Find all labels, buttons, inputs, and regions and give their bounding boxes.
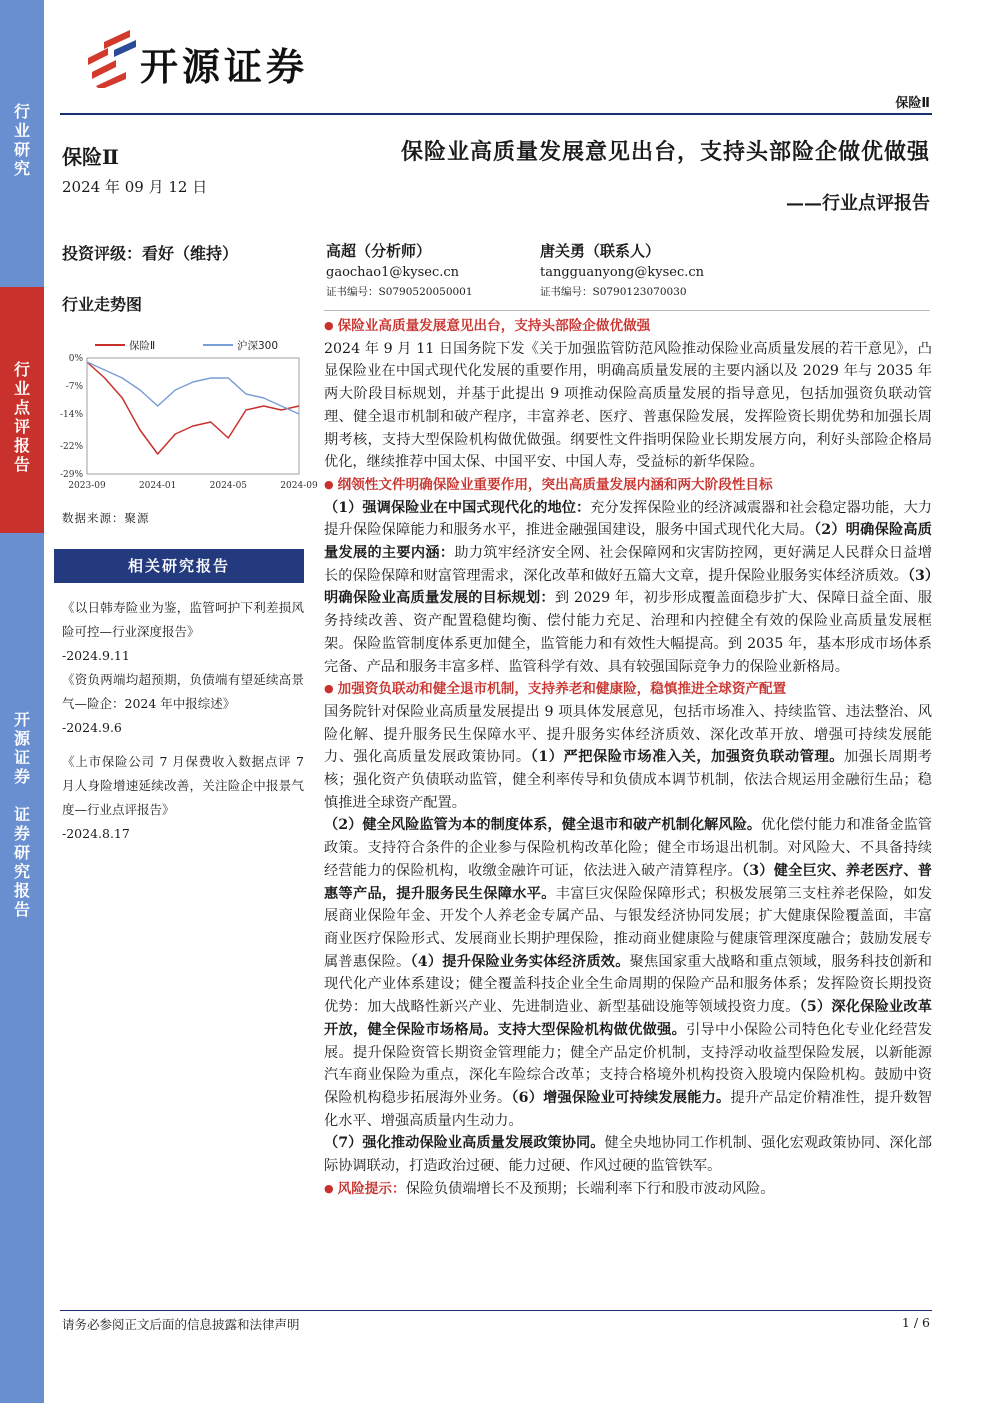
- y-tick-label: 0%: [68, 354, 83, 364]
- brand-name: 开源证券: [140, 45, 309, 89]
- related-report-3[interactable]: [62, 750, 304, 846]
- analyst-cert: 证书编号：S0790520050001: [326, 286, 473, 298]
- trend-chart-title: 行业走势图: [62, 295, 143, 314]
- chart-frame: [87, 358, 299, 474]
- data-source: 数据来源：聚源: [62, 511, 150, 525]
- side-stripe: [0, 0, 44, 1403]
- bold-lead: （7）强化推动保险业高质量发展政策协同。: [324, 1135, 605, 1152]
- bold-lead: （3）明确保险业高质量发展的目标规划：: [324, 567, 932, 607]
- text: 提升产品定价精准性，提升数智化水平、增强高质量内生动力。: [324, 1089, 932, 1129]
- report-subtitle: ——行业点评报告: [786, 193, 930, 214]
- paragraph-4: [324, 814, 932, 1132]
- analyst-email[interactable]: gaochao1@kysec.cn: [326, 265, 460, 280]
- footer-disclaimer: 请务必参阅正文后面的信息披露和法律声明: [62, 1317, 300, 1332]
- text: 加强长周期考核；强化资产负债联动监管，健全利率传导和负债成本调节机制，依法合规运用金融衍生品；稳慎推进全球资产配置。: [324, 749, 932, 811]
- risk-text: 保险负债端增长不及预期；长端利率下行和股市波动风险。: [405, 1180, 775, 1197]
- paragraph-1: 2024 年 9 月 11 日国务院下发《关于加强监管防范风险推动保险业高质量发展的若干意见》，凸显保险业在中国式现代化发展的重要作用，明确高质量发展的主要内涵以及 2029 年与 2035 年两大阶段目标规划，并基于此提出 9 项推动保险高质量发展的指导意见，包括加强资负联动管理、健全退市机制和破产程序，丰富养老、医疗、普惠保险发展，发挥险资长期优势和加强长周期考核，支持大型保险机构做优做强。纲要性文件指明保险业长期发展方向，利好头部险企格局优化，继续推荐中国太保、中国平安、中国人寿，受益标的新华保险。: [324, 340, 932, 471]
- sector-name: 保险Ⅱ: [62, 145, 119, 169]
- x-tick-label: 2024-01: [138, 481, 177, 491]
- bold-lead: （6）增强保险业可持续发展能力。: [511, 1089, 731, 1106]
- x-tick-label: 2023-09: [68, 481, 106, 491]
- report-title: 保险业高质量发展意见出台，支持头部险企做优做强: [400, 139, 930, 165]
- y-tick-label: -29%: [59, 470, 83, 480]
- related-report-2[interactable]: [62, 668, 304, 740]
- legend-label: 保险Ⅱ: [129, 340, 156, 352]
- related-report-title: 《资负两端均超预期，负债端有望延续高景气—险企：2024 年中报综述》: [62, 672, 304, 711]
- related-report-title: 《以日韩寿险业为鉴，监管呵护下利差损风险可控—行业深度报告》: [62, 600, 304, 639]
- side-tab-industry-research: 行 业 研 究: [13, 102, 30, 178]
- analyst-name: 唐关勇（联系人）: [540, 242, 661, 260]
- bold-lead: （2）健全风险监管为本的制度体系，健全退市和破产机制化解风险。: [324, 817, 762, 834]
- x-tick-label: 2024-05: [209, 481, 248, 491]
- paragraph-3: [324, 701, 932, 815]
- text: 聚焦国家重大战略和重点领域，服务科技创新和现代化产业体系建设；健全覆盖科技企业全生命周期的保险产品和服务体系；发挥险资长期投资优势：加大战略性新兴产业、先进制造业、新型基础设施等领域投资力度。: [324, 953, 932, 1016]
- bold-lead: （1）强调保险业在中国式现代化的地位：: [324, 499, 591, 516]
- text: 引导中小保险公司特色化专业化经营发展。提升保险资管长期资金管理能力；健全产品定价机制，支持浮动收益型保险发展，以新能源汽车商业保险为重点，深化车险综合改革；支持合格境外机构投资入股境内保险机构。鼓励中资保险机构稳步拓展海外业务。: [324, 1021, 932, 1106]
- side-tab-industry-comment: 行 业 点 评 报 告: [13, 360, 30, 474]
- header-sector-tag: 保险Ⅱ: [895, 96, 930, 111]
- side-tab-brand: 开 源 证 券 证 券 研 究 报 告: [13, 710, 30, 919]
- bold-lead: （1）严把保险市场准入关，加强资负联动管理。: [530, 749, 844, 766]
- trend-chart: [55, 328, 317, 498]
- text: 丰富巨灾保险保障形式；积极发展第三支柱养老保险，如发展商业保险年金、开发个人养老金专属产品、与银发经济协同发展；扩大健康保险覆盖面，丰富商业医疗保险形式、发展商业长期护理保险，推动商业健康险与健康管理深度融合；鼓励发展专属普惠保险。: [324, 885, 932, 970]
- related-report-date: -2024.9.6: [62, 720, 122, 735]
- text: 健全央地协同工作机制、强化宏观政策协同、深化部际协调联动，打造政治过硬、能力过硬、作风过硬的监管铁军。: [324, 1135, 932, 1175]
- bold-lead: （4）提升保险业务实体经济质效。: [410, 953, 630, 970]
- bold-lead: （3）健全巨灾、养老医疗、普惠等产品，提升服务民生保障水平。: [324, 862, 932, 902]
- y-tick-label: -22%: [59, 442, 83, 452]
- analyst-2: [540, 240, 704, 299]
- section-heading-3: ● 加强资负联动和健全退市机制，支持养老和健康险，稳慎推进全球资产配置: [324, 678, 932, 701]
- paragraph-2: [324, 497, 932, 679]
- text: 到 2029 年，初步形成覆盖面稳步扩大、保障日益全面、服务持续改善、资产配置稳健均衡、偿付能力充足、治理和内控健全有效的保险业高质量发展框架。保险监管制度体系更加健全，监管能力和有效性大幅提高。到 2035 年，基本形成市场体系完备、产品和服务丰富多样、监管科学有效、具有较强国际竞争力的保险业新格局。: [324, 590, 932, 675]
- section-heading-1: ● 保险业高质量发展意见出台，支持头部险企做优做强: [324, 315, 932, 338]
- analyst-cert: 证书编号：S0790123070030: [540, 286, 687, 298]
- analyst-divider: [324, 310, 930, 311]
- investment-rating: 投资评级：看好（维持）: [62, 244, 239, 263]
- related-report-1[interactable]: [62, 596, 304, 668]
- related-report-title: 《上市保险公司 7 月保费收入数据点评 7 月人身险增速延续改善，关注险企中报景气度—行业点评报告》: [62, 754, 304, 817]
- analyst-email[interactable]: tangguanyong@kysec.cn: [540, 265, 705, 280]
- section-heading-2: ● 纲领性文件明确保险业重要作用，突出高质量发展内涵和两大阶段性目标: [324, 474, 932, 497]
- report-date: 2024 年 09 月 12 日: [62, 178, 208, 196]
- footer-divider: [60, 1310, 932, 1311]
- analyst-name: 高超（分析师）: [326, 242, 432, 260]
- bold-lead: （2）明确保险高质量发展的主要内涵：: [324, 522, 932, 562]
- page-number: 1 / 6: [901, 1315, 930, 1330]
- risk-label: ● 风险提示：: [324, 1181, 406, 1197]
- legend-label: 沪深300: [237, 340, 279, 352]
- trend-chart-svg: [55, 328, 317, 498]
- analyst-1: [326, 240, 473, 299]
- text: 优化偿付能力和准备金监管政策。支持符合条件的企业参与保险机构改革化险；健全市场退出机制。对风险大、不具备持续经营能力的保险机构，收缴金融许可证，依法进入破产清算程序。: [324, 817, 932, 879]
- header-divider: [60, 113, 932, 115]
- bold-lead: （5）深化保险业改革开放，健全保险市场格局。支持大型保险机构做优做强。: [324, 999, 932, 1038]
- y-tick-label: -7%: [65, 382, 83, 392]
- related-reports-header: 相关研究报告: [54, 549, 304, 583]
- related-report-date: -2024.8.17: [62, 826, 130, 841]
- text: 国务院针对保险业高质量发展提出 9 项具体发展意见，包括市场准入、持续监管、违法整治、风险化解、提升服务民生保障水平、提升服务实体经济质效、深化改革开放、增强可持续发展能力、强化高质量发展政策协同。: [324, 703, 932, 766]
- y-tick-label: -14%: [59, 410, 83, 420]
- related-report-date: -2024.9.11: [62, 648, 130, 663]
- paragraph-5: [324, 1132, 932, 1177]
- text: 助力筑牢经济安全网、社会保障网和灾害防控网，更好满足人民群众日益增长的保险保障和财富管理需求，深化改革和做好五篇大文章，提升保险业服务实体经济质效。: [324, 545, 932, 584]
- x-tick-label: 2024-09: [280, 481, 317, 491]
- risk-paragraph: [324, 1178, 932, 1201]
- report-body: [324, 315, 932, 1200]
- text: 充分发挥保险业的经济减震器和社会稳定器功能，大力提升保险保障能力和服务水平，推进金融强国建设，服务中国式现代化大局。: [324, 499, 932, 539]
